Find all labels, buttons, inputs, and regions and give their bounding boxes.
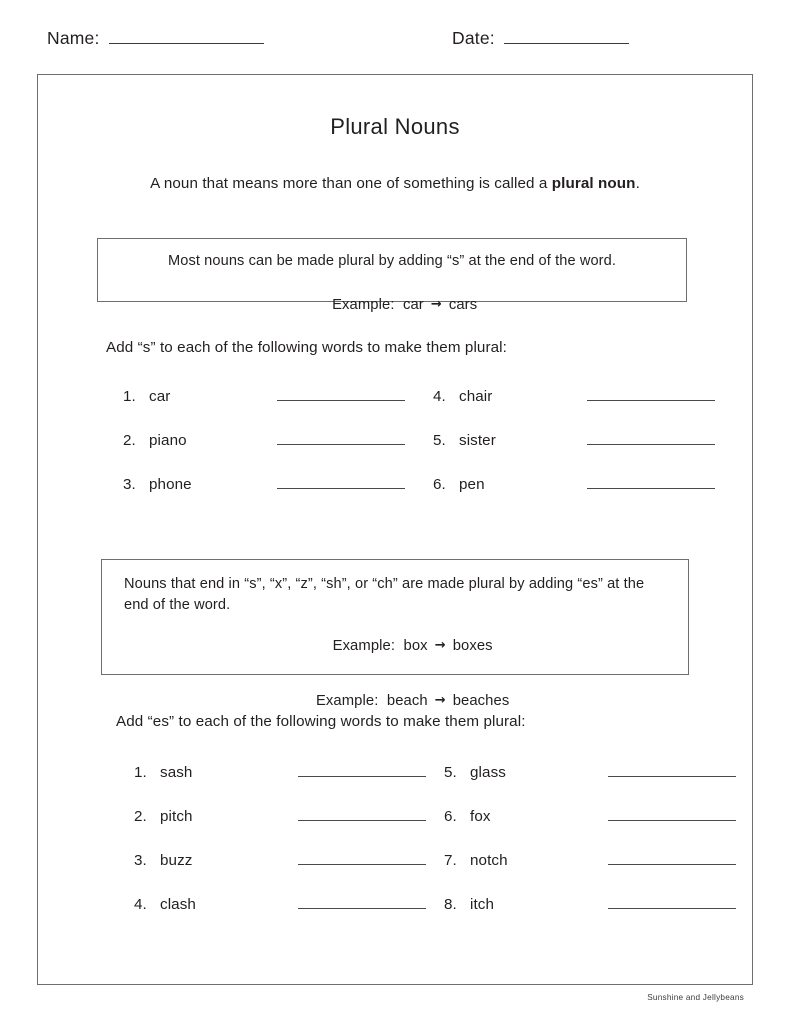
list-item xyxy=(134,807,444,829)
exercise-list-es xyxy=(134,763,754,917)
list-item xyxy=(123,475,433,497)
example-car xyxy=(98,281,686,329)
answer-blank[interactable] xyxy=(298,807,426,821)
item-number: 5. xyxy=(433,432,446,449)
item-word: sister xyxy=(459,432,496,449)
page-title: Plural Nouns xyxy=(330,114,460,139)
item-number: 7. xyxy=(444,852,457,869)
date-field[interactable] xyxy=(452,28,629,49)
example-singular: box xyxy=(403,638,428,655)
example-plural: boxes xyxy=(452,638,493,655)
item-word: glass xyxy=(470,764,506,781)
item-number: 1. xyxy=(123,388,136,405)
item-word: buzz xyxy=(160,852,193,869)
answer-blank[interactable] xyxy=(587,475,715,489)
list-item xyxy=(444,807,754,829)
item-number: 1. xyxy=(134,764,147,781)
date-write-line[interactable] xyxy=(504,29,629,44)
answer-blank[interactable] xyxy=(608,895,736,909)
item-word: phone xyxy=(149,476,192,493)
list-item xyxy=(433,387,743,409)
item-word: sash xyxy=(160,764,193,781)
rule-box-es xyxy=(101,559,689,710)
rule-text-s: Most nouns can be made plural by adding “s” at the end of the word. xyxy=(167,253,617,269)
list-item xyxy=(134,851,444,873)
intro-text-before: A noun that means more than one of something is called a xyxy=(150,175,552,192)
list-item xyxy=(444,763,754,785)
item-number: 3. xyxy=(123,476,136,493)
item-number: 2. xyxy=(123,432,136,449)
instruction-add-s: Add “s” to each of the following words to make them plural: xyxy=(106,339,507,356)
answer-blank[interactable] xyxy=(608,851,736,865)
worksheet-frame xyxy=(37,74,753,985)
list-item xyxy=(134,895,444,917)
list-item xyxy=(444,851,754,873)
item-word: fox xyxy=(470,808,491,825)
item-number: 5. xyxy=(444,764,457,781)
name-label: Name: xyxy=(47,28,100,48)
date-label: Date: xyxy=(452,28,495,48)
item-number: 6. xyxy=(444,808,457,825)
item-word: pitch xyxy=(160,808,193,825)
answer-blank[interactable] xyxy=(277,387,405,401)
answer-blank[interactable] xyxy=(608,763,736,777)
example-plural: cars xyxy=(448,296,478,313)
intro-sentence xyxy=(38,175,752,192)
item-word: clash xyxy=(160,896,196,913)
item-word: pen xyxy=(459,476,485,493)
item-word: car xyxy=(149,388,171,405)
rule-box-s xyxy=(97,238,687,313)
answer-blank[interactable] xyxy=(587,387,715,401)
list-item xyxy=(123,387,433,409)
list-item xyxy=(433,431,743,453)
exercise-list-s xyxy=(123,387,743,497)
example-label: Example: xyxy=(332,638,396,655)
list-item xyxy=(123,431,433,453)
answer-blank[interactable] xyxy=(277,431,405,445)
answer-blank[interactable] xyxy=(298,851,426,865)
list-item xyxy=(433,475,743,497)
item-number: 4. xyxy=(433,388,446,405)
intro-text-after: . xyxy=(635,175,640,192)
item-number: 6. xyxy=(433,476,446,493)
example-plural: beaches xyxy=(452,693,510,710)
answer-blank[interactable] xyxy=(277,475,405,489)
item-word: chair xyxy=(459,388,493,405)
item-word: itch xyxy=(470,896,495,913)
footer-credit: Sunshine and Jellybeans xyxy=(647,993,744,1002)
arrow-right-icon: → xyxy=(434,638,446,654)
example-singular: beach xyxy=(386,693,428,710)
arrow-right-icon: → xyxy=(430,296,442,312)
item-word: notch xyxy=(470,852,508,869)
item-number: 4. xyxy=(134,896,147,913)
answer-blank[interactable] xyxy=(608,807,736,821)
rule-text-es: Nouns that end in “s”, “x”, “z”, “sh”, or “ch” are made plural by adding “es” at the end of the word. xyxy=(124,576,645,613)
name-field[interactable] xyxy=(47,28,264,49)
item-number: 2. xyxy=(134,808,147,825)
list-item xyxy=(134,763,444,785)
example-box xyxy=(124,622,670,670)
intro-text-bold: plural noun xyxy=(551,175,636,192)
item-number: 8. xyxy=(444,896,457,913)
list-item xyxy=(444,895,754,917)
example-label: Example: xyxy=(315,693,379,710)
header-fields xyxy=(0,28,791,62)
answer-blank[interactable] xyxy=(298,763,426,777)
example-label: Example: xyxy=(332,296,395,313)
instruction-add-es: Add “es” to each of the following words to make them plural: xyxy=(116,713,526,730)
item-word: piano xyxy=(149,432,187,449)
example-singular: car xyxy=(402,296,424,313)
item-number: 3. xyxy=(134,852,147,869)
answer-blank[interactable] xyxy=(587,431,715,445)
answer-blank[interactable] xyxy=(298,895,426,909)
name-write-line[interactable] xyxy=(109,29,264,44)
arrow-right-icon: → xyxy=(434,693,446,709)
